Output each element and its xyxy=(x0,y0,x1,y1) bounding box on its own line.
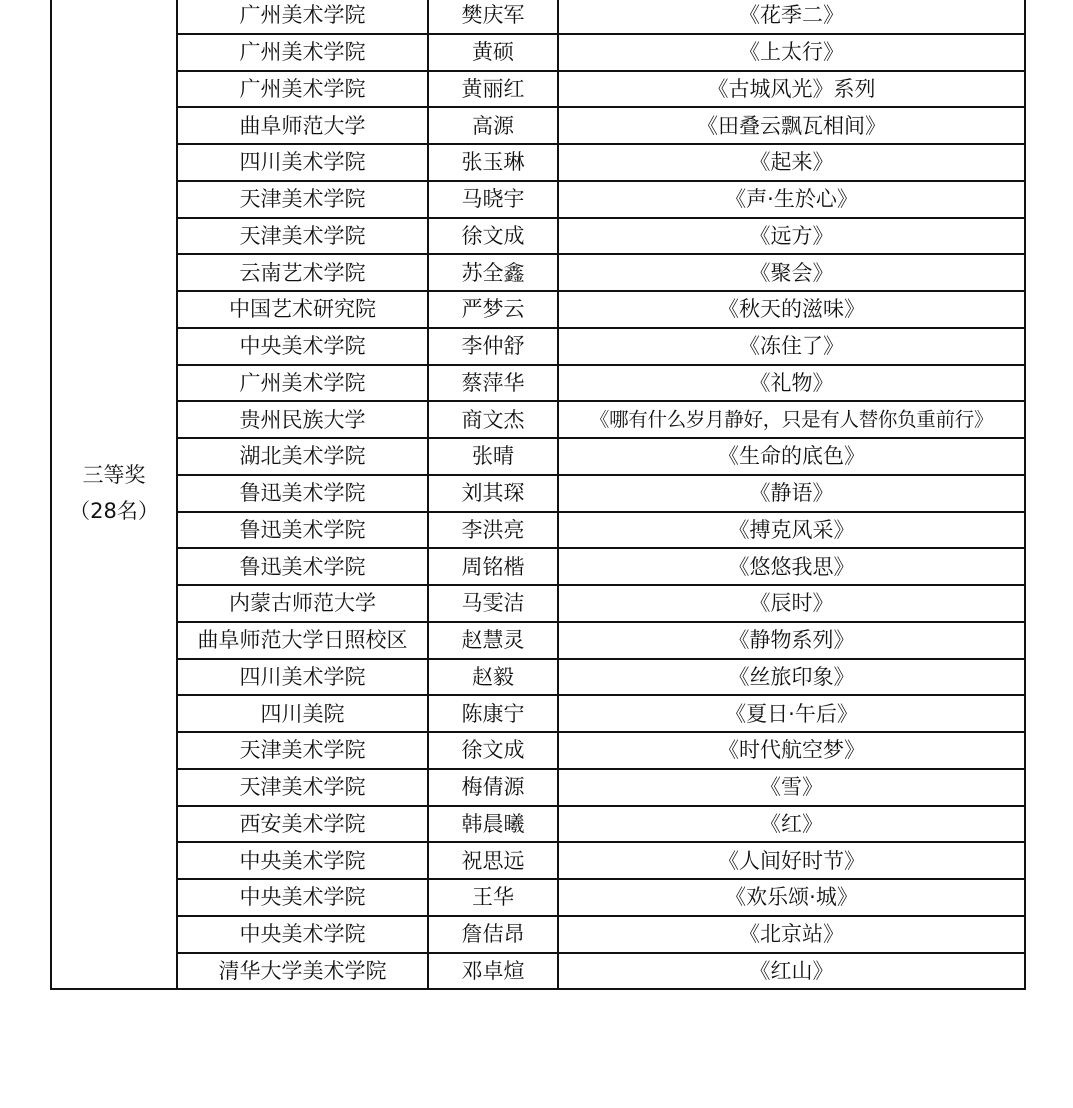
name-cell: 周铭楷 xyxy=(428,548,558,585)
table-row xyxy=(51,71,1025,108)
name-cell: 王华 xyxy=(428,879,558,916)
table-row xyxy=(51,144,1025,181)
name-cell: 陈康宁 xyxy=(428,695,558,732)
work-cell: 《静语》 xyxy=(558,475,1025,512)
table-row xyxy=(51,806,1025,843)
work-cell: 《夏日·午后》 xyxy=(558,695,1025,732)
table-row xyxy=(51,181,1025,218)
work-cell: 《搏克风采》 xyxy=(558,512,1025,549)
award-category-cell xyxy=(51,0,177,989)
name-cell: 詹佶昂 xyxy=(428,916,558,953)
school-cell: 四川美术学院 xyxy=(177,144,428,181)
table-row xyxy=(51,218,1025,255)
table-row xyxy=(51,732,1025,769)
work-cell: 《远方》 xyxy=(558,218,1025,255)
name-cell: 李洪亮 xyxy=(428,512,558,549)
school-cell: 曲阜师范大学 xyxy=(177,107,428,144)
table-row xyxy=(51,769,1025,806)
work-cell: 《欢乐颂·城》 xyxy=(558,879,1025,916)
name-cell: 赵慧灵 xyxy=(428,622,558,659)
school-cell: 广州美术学院 xyxy=(177,34,428,71)
table-row xyxy=(51,365,1025,402)
table-row xyxy=(51,585,1025,622)
work-cell: 《静物系列》 xyxy=(558,622,1025,659)
name-cell: 高源 xyxy=(428,107,558,144)
name-cell: 张晴 xyxy=(428,438,558,475)
work-cell: 《人间好时节》 xyxy=(558,842,1025,879)
work-cell: 《辰时》 xyxy=(558,585,1025,622)
table-row xyxy=(51,291,1025,328)
school-cell: 中国艺术研究院 xyxy=(177,291,428,328)
name-cell: 张玉琳 xyxy=(428,144,558,181)
table-row xyxy=(51,34,1025,71)
table-row xyxy=(51,916,1025,953)
table-row xyxy=(51,254,1025,291)
table-row xyxy=(51,107,1025,144)
table-row xyxy=(51,879,1025,916)
school-cell: 中央美术学院 xyxy=(177,916,428,953)
work-cell: 《聚会》 xyxy=(558,254,1025,291)
name-cell: 马晓宇 xyxy=(428,181,558,218)
table-row xyxy=(51,0,1025,34)
name-cell: 商文杰 xyxy=(428,401,558,438)
name-cell: 徐文成 xyxy=(428,732,558,769)
work-cell: 《雪》 xyxy=(558,769,1025,806)
name-cell: 马雯洁 xyxy=(428,585,558,622)
award-table xyxy=(50,0,1026,990)
school-cell: 云南艺术学院 xyxy=(177,254,428,291)
name-cell: 祝思远 xyxy=(428,842,558,879)
award-category-title: 三等奖 xyxy=(82,463,146,488)
work-cell: 《悠悠我思》 xyxy=(558,548,1025,585)
school-cell: 湖北美术学院 xyxy=(177,438,428,475)
school-cell: 鲁迅美术学院 xyxy=(177,475,428,512)
school-cell: 中央美术学院 xyxy=(177,842,428,879)
work-cell: 《花季二》 xyxy=(558,0,1025,34)
name-cell: 严梦云 xyxy=(428,291,558,328)
table-row xyxy=(51,953,1025,990)
table-row xyxy=(51,548,1025,585)
name-cell: 邓卓煊 xyxy=(428,953,558,990)
table-row xyxy=(51,401,1025,438)
work-cell: 《秋天的滋味》 xyxy=(558,291,1025,328)
name-cell: 赵毅 xyxy=(428,659,558,696)
school-cell: 内蒙古师范大学 xyxy=(177,585,428,622)
table-row xyxy=(51,659,1025,696)
work-cell: 《哪有什么岁月静好，只是有人替你负重前行》 xyxy=(558,401,1025,438)
school-cell: 中央美术学院 xyxy=(177,879,428,916)
school-cell: 曲阜师范大学日照校区 xyxy=(177,622,428,659)
table-row xyxy=(51,438,1025,475)
name-cell: 梅倩源 xyxy=(428,769,558,806)
school-cell: 鲁迅美术学院 xyxy=(177,512,428,549)
table-row xyxy=(51,475,1025,512)
school-cell: 四川美院 xyxy=(177,695,428,732)
school-cell: 清华大学美术学院 xyxy=(177,953,428,990)
school-cell: 天津美术学院 xyxy=(177,769,428,806)
school-cell: 中央美术学院 xyxy=(177,328,428,365)
school-cell: 广州美术学院 xyxy=(177,0,428,34)
name-cell: 黄硕 xyxy=(428,34,558,71)
table-row xyxy=(51,842,1025,879)
name-cell: 蔡萍华 xyxy=(428,365,558,402)
name-cell: 黄丽红 xyxy=(428,71,558,108)
name-cell: 樊庆军 xyxy=(428,0,558,34)
work-cell: 《田叠云飘瓦相间》 xyxy=(558,107,1025,144)
school-cell: 贵州民族大学 xyxy=(177,401,428,438)
name-cell: 徐文成 xyxy=(428,218,558,255)
name-cell: 李仲舒 xyxy=(428,328,558,365)
work-cell: 《红山》 xyxy=(558,953,1025,990)
work-cell: 《礼物》 xyxy=(558,365,1025,402)
name-cell: 韩晨曦 xyxy=(428,806,558,843)
school-cell: 天津美术学院 xyxy=(177,732,428,769)
table-row xyxy=(51,622,1025,659)
name-cell: 刘其琛 xyxy=(428,475,558,512)
school-cell: 天津美术学院 xyxy=(177,181,428,218)
school-cell: 天津美术学院 xyxy=(177,218,428,255)
award-table-body xyxy=(51,0,1025,989)
work-cell: 《冻住了》 xyxy=(558,328,1025,365)
award-category-count: （28名） xyxy=(69,499,159,524)
work-cell: 《北京站》 xyxy=(558,916,1025,953)
table-row xyxy=(51,328,1025,365)
work-cell: 《声·生於心》 xyxy=(558,181,1025,218)
school-cell: 西安美术学院 xyxy=(177,806,428,843)
table-row xyxy=(51,695,1025,732)
work-cell: 《丝旅印象》 xyxy=(558,659,1025,696)
school-cell: 广州美术学院 xyxy=(177,365,428,402)
name-cell: 苏全鑫 xyxy=(428,254,558,291)
work-cell: 《起来》 xyxy=(558,144,1025,181)
work-cell: 《上太行》 xyxy=(558,34,1025,71)
school-cell: 四川美术学院 xyxy=(177,659,428,696)
work-cell: 《生命的底色》 xyxy=(558,438,1025,475)
school-cell: 鲁迅美术学院 xyxy=(177,548,428,585)
work-cell: 《古城风光》系列 xyxy=(558,71,1025,108)
school-cell: 广州美术学院 xyxy=(177,71,428,108)
work-cell: 《时代航空梦》 xyxy=(558,732,1025,769)
work-cell: 《红》 xyxy=(558,806,1025,843)
table-row xyxy=(51,512,1025,549)
